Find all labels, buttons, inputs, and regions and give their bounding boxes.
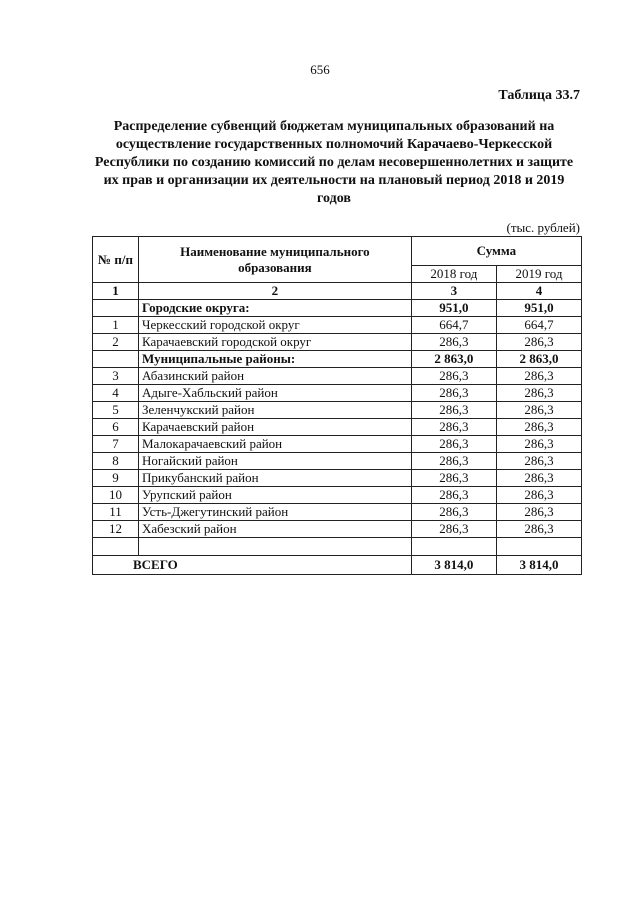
row-value-2018: 286,3: [411, 419, 496, 436]
row-num: 9: [93, 470, 139, 487]
row-value-2019: 286,3: [496, 470, 581, 487]
empty-cell: [411, 538, 496, 556]
row-num: 10: [93, 487, 139, 504]
section-num: [93, 300, 139, 317]
row-value-2018: 286,3: [411, 470, 496, 487]
row-num: 12: [93, 521, 139, 538]
table-label: Таблица 33.7: [498, 88, 580, 103]
section-value-2019: 2 863,0: [496, 351, 581, 368]
row-name: Малокарачаевский район: [139, 436, 412, 453]
table-row: [93, 385, 582, 402]
header-year-2019: 2019 год: [496, 266, 581, 283]
document-title: Распределение субвенций бюджетам муниципальных образований на осуществление государственных полномочий Карачаево-Черкесской Республики по созданию комиссий по делам несовершеннолетних и защите их прав и организации их деятельности на плановый период 2018 и 2019 годов: [94, 119, 574, 206]
row-name: Черкесский городской округ: [139, 317, 412, 334]
row-name: Прикубанский район: [139, 470, 412, 487]
row-value-2018: 286,3: [411, 453, 496, 470]
row-name: Зеленчукский район: [139, 402, 412, 419]
row-name: Карачаевский городской округ: [139, 334, 412, 351]
row-value-2018: 286,3: [411, 521, 496, 538]
row-name: Абазинский район: [139, 368, 412, 385]
table-row: [93, 317, 582, 334]
section-label: Муниципальные районы:: [139, 351, 412, 368]
header-sum: Сумма: [411, 237, 581, 266]
total-label: ВСЕГО: [93, 556, 412, 575]
col-number-4: 4: [496, 283, 581, 300]
row-name: Адыге-Хабльский район: [139, 385, 412, 402]
column-numbers-row: [93, 283, 582, 300]
row-name: Ногайский район: [139, 453, 412, 470]
row-value-2018: 286,3: [411, 402, 496, 419]
row-num: 1: [93, 317, 139, 334]
table-row: [93, 419, 582, 436]
row-num: 3: [93, 368, 139, 385]
table-row: [93, 470, 582, 487]
row-num: 2: [93, 334, 139, 351]
row-value-2018: 286,3: [411, 368, 496, 385]
total-row: [93, 556, 582, 575]
row-name: Карачаевский район: [139, 419, 412, 436]
row-num: 7: [93, 436, 139, 453]
row-value-2019: 286,3: [496, 521, 581, 538]
page-number: 656: [310, 62, 330, 77]
row-num: 11: [93, 504, 139, 521]
row-value-2019: 286,3: [496, 419, 581, 436]
section-value-2019: 951,0: [496, 300, 581, 317]
col-number-1: 1: [93, 283, 139, 300]
table-row: [93, 436, 582, 453]
header-row: [93, 237, 582, 266]
section-value-2018: 951,0: [411, 300, 496, 317]
empty-cell: [139, 538, 412, 556]
total-value-2018: 3 814,0: [411, 556, 496, 575]
table-row: [93, 504, 582, 521]
empty-row: [93, 538, 582, 556]
row-name: Усть-Джегутинский район: [139, 504, 412, 521]
row-value-2018: 286,3: [411, 487, 496, 504]
table-row: [93, 334, 582, 351]
row-value-2018: 286,3: [411, 385, 496, 402]
row-value-2019: 286,3: [496, 385, 581, 402]
section-value-2018: 2 863,0: [411, 351, 496, 368]
row-value-2019: 286,3: [496, 334, 581, 351]
row-value-2019: 286,3: [496, 368, 581, 385]
col-number-3: 3: [411, 283, 496, 300]
row-value-2019: 286,3: [496, 504, 581, 521]
section-label: Городские округа:: [139, 300, 412, 317]
subsidy-table: [92, 236, 582, 575]
table-row: [93, 521, 582, 538]
section-row-districts: [93, 351, 582, 368]
table-row: [93, 402, 582, 419]
row-num: 5: [93, 402, 139, 419]
row-value-2019: 286,3: [496, 436, 581, 453]
row-value-2018: 286,3: [411, 504, 496, 521]
empty-cell: [496, 538, 581, 556]
total-value-2019: 3 814,0: [496, 556, 581, 575]
section-row-cities: [93, 300, 582, 317]
empty-cell: [93, 538, 139, 556]
row-name: Урупский район: [139, 487, 412, 504]
header-name: Наименование муниципального образования: [139, 237, 412, 283]
row-value-2018: 664,7: [411, 317, 496, 334]
row-value-2019: 664,7: [496, 317, 581, 334]
row-num: 8: [93, 453, 139, 470]
units-label: (тыс. рублей): [506, 220, 580, 235]
col-number-2: 2: [139, 283, 412, 300]
header-num: № п/п: [93, 237, 139, 283]
row-value-2018: 286,3: [411, 436, 496, 453]
row-value-2019: 286,3: [496, 402, 581, 419]
table-row: [93, 487, 582, 504]
table-row: [93, 368, 582, 385]
row-name: Хабезский район: [139, 521, 412, 538]
header-year-2018: 2018 год: [411, 266, 496, 283]
row-num: 6: [93, 419, 139, 436]
section-num: [93, 351, 139, 368]
row-num: 4: [93, 385, 139, 402]
table-row: [93, 453, 582, 470]
row-value-2019: 286,3: [496, 487, 581, 504]
row-value-2018: 286,3: [411, 334, 496, 351]
row-value-2019: 286,3: [496, 453, 581, 470]
